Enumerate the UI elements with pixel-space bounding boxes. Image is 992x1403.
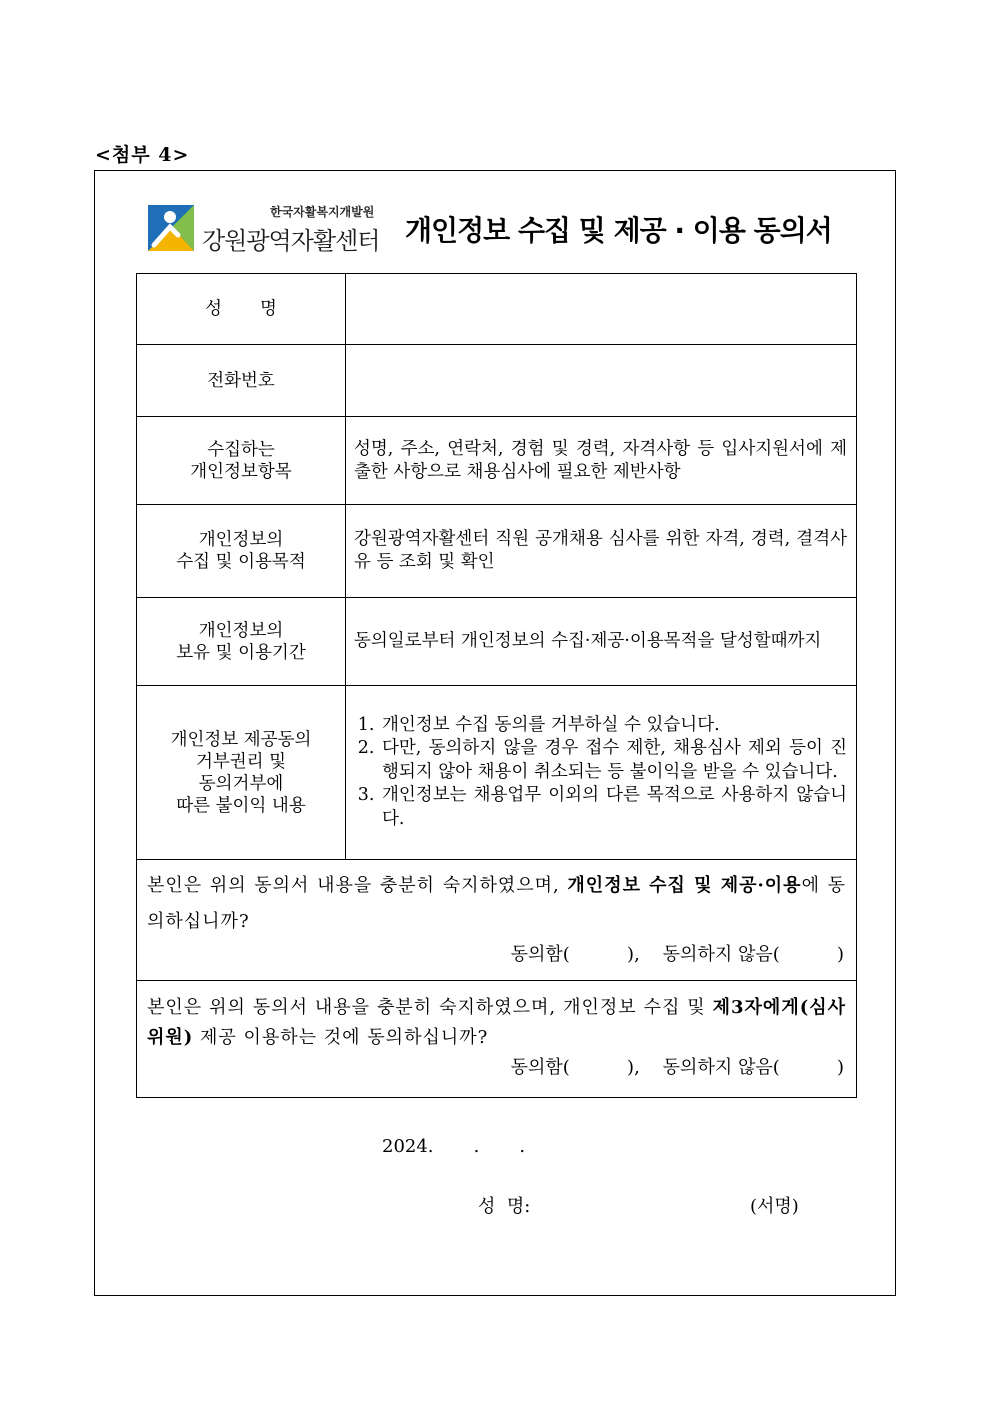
row-phone bbox=[137, 345, 857, 417]
items-value: 성명, 주소, 연락처, 경험 및 경력, 자격사항 등 입사지원서에 제출한 사항으로 채용심사에 필요한 제반사항 bbox=[346, 417, 857, 505]
refusal-label-line3: 동의거부에 bbox=[198, 773, 284, 794]
consent1-choices[interactable]: 동의함( ), 동의하지 않음( ) bbox=[510, 944, 844, 965]
consent1-lead: 본인은 위의 동의서 내용을 충분히 숙지하였으며, bbox=[147, 875, 568, 896]
items-label-line2: 개인정보항목 bbox=[190, 461, 292, 482]
consent2-question bbox=[147, 993, 846, 1053]
row-refusal bbox=[137, 686, 857, 860]
refusal-label-cell bbox=[137, 686, 346, 860]
refusal-item-1: 1. 개인정보 수집 동의를 거부하실 수 있습니다. bbox=[380, 714, 847, 738]
consent2-bold: 제3자에게(심사위원) bbox=[147, 997, 846, 1048]
period-label-line2: 보유 및 이용기간 bbox=[176, 642, 306, 663]
org-parent-name: 한국자활복지개발원 bbox=[270, 205, 375, 219]
form-header bbox=[148, 203, 848, 255]
consent1-question bbox=[147, 868, 846, 940]
org-name: 강원광역자활센터 bbox=[202, 227, 380, 255]
period-value: 동의일로부터 개인정보의 수집·제공·이용목적을 달성할때까지 bbox=[346, 598, 857, 686]
signature-label: 성 명: bbox=[478, 1196, 531, 1217]
purpose-label-cell bbox=[137, 505, 346, 598]
consent1-cell bbox=[137, 860, 857, 981]
name-label-cell bbox=[137, 274, 346, 345]
period-label-cell bbox=[137, 598, 346, 686]
items-label-line1: 수집하는 bbox=[207, 439, 275, 460]
refusal-list bbox=[354, 714, 847, 832]
consent-table bbox=[136, 273, 857, 1098]
attachment-label: <첨부 4> bbox=[95, 144, 190, 166]
refusal-label-line2: 거부권리 및 bbox=[195, 751, 287, 772]
consent1-bold: 개인정보 수집 및 제공·이용 bbox=[567, 875, 802, 896]
refusal-item-3: 3. 개인정보는 채용업무 이외의 다른 목적으로 사용하지 않습니다. bbox=[380, 784, 847, 831]
refusal-label-line1: 개인정보 제공동의 bbox=[170, 729, 312, 750]
items-label-cell bbox=[137, 417, 346, 505]
row-retention bbox=[137, 598, 857, 686]
consent1-tail: 에 동의하십니까? bbox=[147, 875, 846, 932]
consent2-lead: 본인은 위의 동의서 내용을 충분히 숙지하였으며, 개인정보 수집 및 bbox=[147, 997, 713, 1018]
refusal-item-2: 2. 다만, 동의하지 않을 경우 접수 제한, 채용심사 제외 등이 진행되지 않아 채용이 취소되는 등 불이익을 받을 수 있습니다. bbox=[380, 737, 847, 784]
purpose-label-line1: 개인정보의 bbox=[198, 530, 284, 550]
consent2-cell bbox=[137, 981, 857, 1098]
purpose-label-line2: 수집 및 이용목적 bbox=[176, 552, 306, 572]
date-field[interactable]: 2024. . . bbox=[382, 1136, 526, 1157]
row-consent-1 bbox=[137, 860, 857, 981]
row-name bbox=[137, 274, 857, 345]
name-input-cell[interactable] bbox=[346, 274, 857, 345]
row-purpose bbox=[137, 505, 857, 598]
purpose-value: 강원광역자활센터 직원 공개채용 심사를 위한 자격, 경력, 결격사유 등 조회 및 확인 bbox=[346, 505, 857, 598]
signature-field[interactable]: (서명) bbox=[750, 1196, 799, 1217]
refusal-label-line4: 따른 불이익 내용 bbox=[176, 795, 306, 816]
consent2-choices[interactable]: 동의함( ), 동의하지 않음( ) bbox=[510, 1057, 844, 1078]
row-consent-2 bbox=[137, 981, 857, 1098]
row-collected-items bbox=[137, 417, 857, 505]
phone-input-cell[interactable] bbox=[346, 345, 857, 417]
phone-label: 전화번호 bbox=[137, 345, 346, 417]
period-label-line1: 개인정보의 bbox=[198, 620, 284, 641]
center-logo-icon bbox=[148, 205, 194, 251]
refusal-value-cell bbox=[346, 686, 857, 860]
name-label: 성명 bbox=[205, 299, 315, 319]
document-title: 개인정보 수집 및 제공 · 이용 동의서 bbox=[405, 214, 832, 247]
consent2-tail: 제공 이용하는 것에 동의하십니까? bbox=[193, 1027, 489, 1048]
